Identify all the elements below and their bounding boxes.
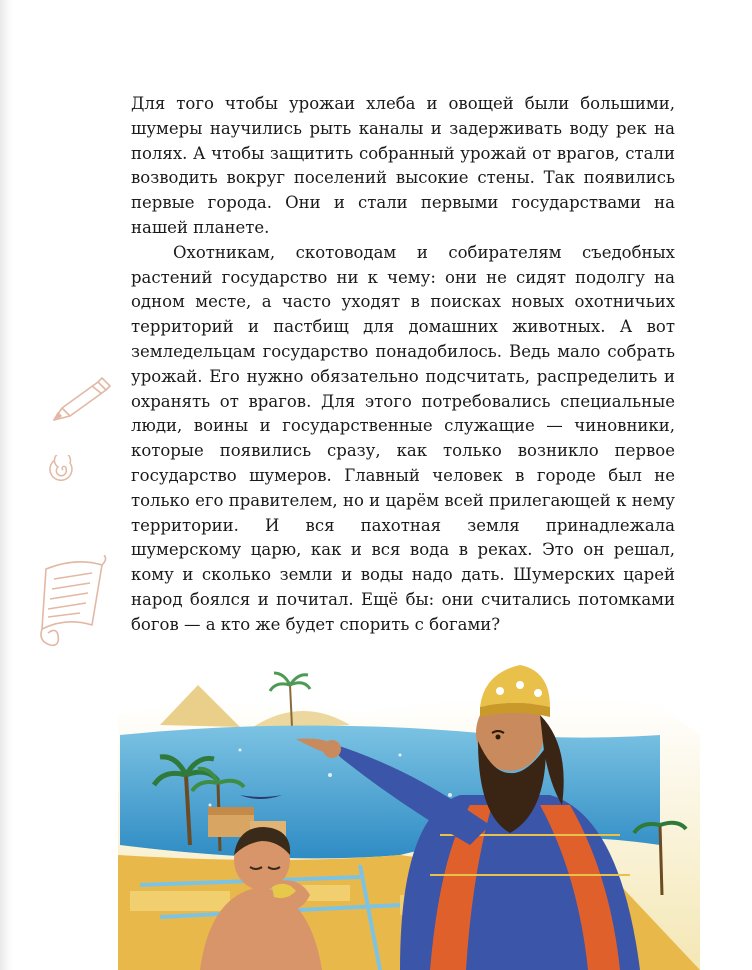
body-text [131,92,675,638]
page-edge-shadow [0,0,14,970]
king-illustration [100,655,750,970]
scroll-icon [36,555,110,649]
pencil-icon [48,372,112,428]
spiral-shell-icon [48,455,78,485]
paragraph-1: Для того чтобы урожаи хлеба и овощей были большими, шумеры научились рыть каналы и задерживать воду рек на полях. А чтобы защитить собранный урожай от врагов, стали возводить вокруг поселений высокие стены. Так появились первые города. Они и стали первыми государствами на нашей планете. [131,94,675,237]
paragraph-2: Охотникам, скотоводам и собирателям съедобных растений государство ни к чему: они не сидят подолгу на одном месте, а часто уходят в поисках новых охотничьих территорий и пастбищ для домашних животных. А вот земледельцам государство понадобилось. Ведь мало собрать урожай. Его нужно обязательно подсчитать, распределить и охранять от врагов. Для этого потребовались специальные люди, воины и государственные служащие — чиновники, которые появились сразу, как только возникло первое государство шумеров. Главный человек в городе был не только его правителем, но и царём всей прилегающей к нему территории. И вся пахотная земля принадлежала шумерскому царю, как и вся вода в реках. Это он решал, кому и сколько земли и воды надо дать. Шумерских царей народ боялся и почитал. Ещё бы: они считались потомками богов — а кто же будет спорить с богами? [131,242,675,634]
